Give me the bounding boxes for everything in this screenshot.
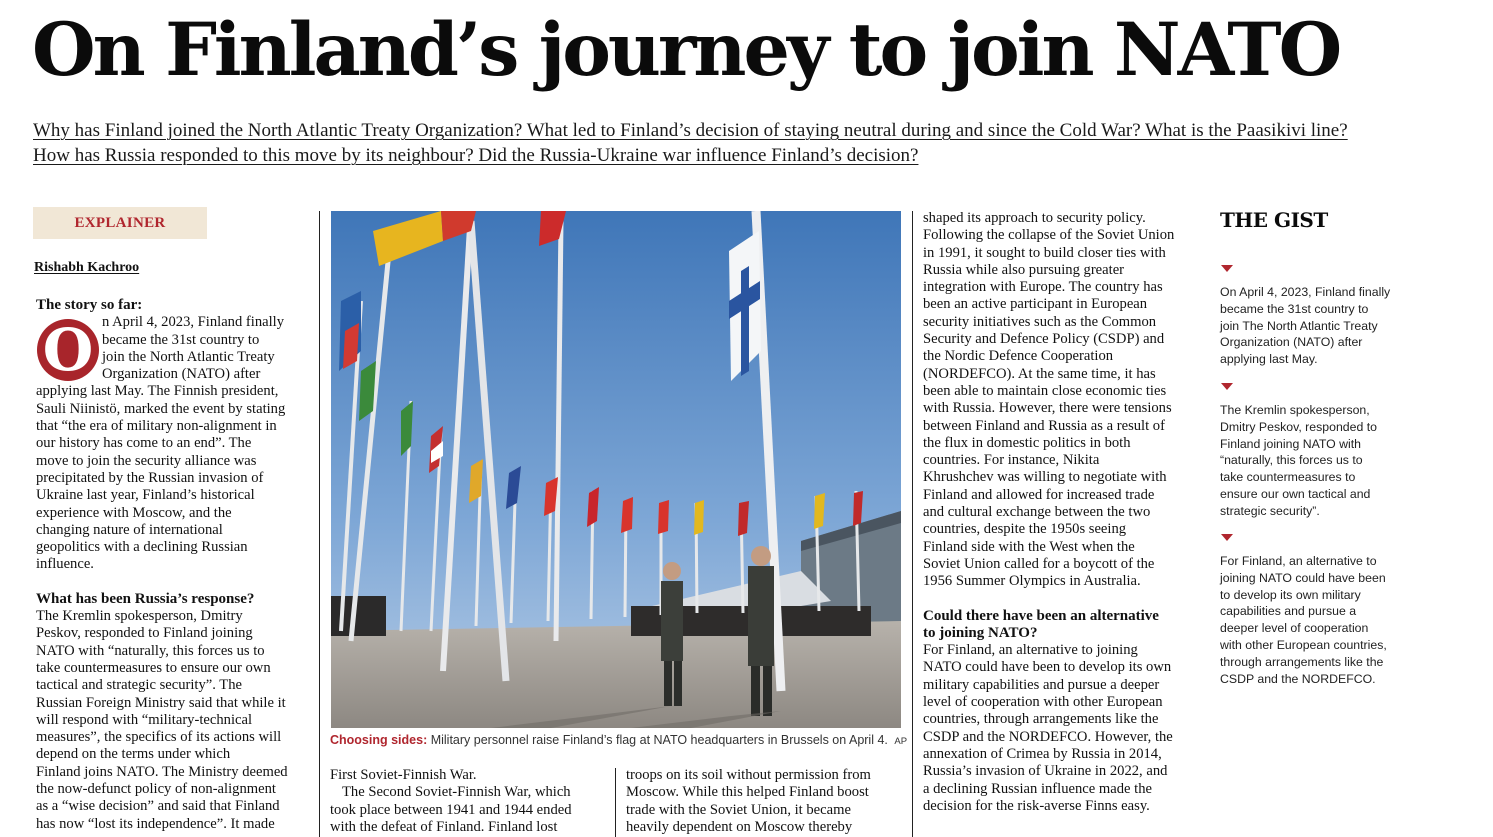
gist-line: to develop its own military [1220, 587, 1361, 602]
gist-line: CSDP and the NORDEFCO. [1220, 671, 1376, 686]
gist-item [1220, 553, 1387, 687]
caption-label: Choosing sides: [330, 733, 428, 747]
text-line: Organization (NATO) after [102, 366, 261, 383]
text-line: with the defeat of Finland. Finland lost [330, 818, 558, 835]
headline: On Finland’s journey to join NATO [32, 7, 1340, 93]
text-line: join the North Atlantic Treaty [102, 348, 275, 365]
text-line: as a “wise decision” and said that Finland [36, 798, 280, 815]
gist-line: capabilities and pursue a [1220, 604, 1357, 619]
column-rule [319, 211, 320, 837]
subheading-alternative: Could there have been an alternative [923, 607, 1159, 624]
gist-line: joining NATO could have been [1220, 570, 1386, 585]
gist-line: ensure our own tactical and [1220, 486, 1371, 501]
subheading-alternative: to joining NATO? [923, 624, 1038, 641]
subheading-story-so-far: The story so far: [36, 297, 143, 313]
text-line: security initiatives such as the Common [923, 313, 1157, 330]
text-line: been an active participant in European [923, 296, 1148, 313]
text-line: move to join the security alliance was [36, 452, 257, 469]
gist-line: take countermeasures to [1220, 470, 1356, 485]
text-line: level of cooperation with other European [923, 694, 1163, 711]
gist-bullet-icon [1221, 265, 1233, 272]
gist-line: Dmitry Peskov, responded to [1220, 419, 1377, 434]
gist-line: strategic security”. [1220, 503, 1320, 518]
text-line: countries, despite the 1950s seeing [923, 521, 1127, 538]
text-line: Ukraine last year, Finland’s historical [36, 487, 255, 504]
text-line: will respond with “military-technical [36, 711, 253, 728]
text-line: changing nature of international [36, 521, 223, 538]
text-line: has now “lost its independence”. It made [36, 815, 275, 832]
gist-line: Finland joining NATO with [1220, 436, 1362, 451]
text-line: became the 31st country to [102, 331, 260, 348]
standfirst-line[interactable]: Why has Finland joined the North Atlantic Treaty Organization? What led to Finland’s decision of staying neutral during and since the Cold War? What is the Paasikivi line? [33, 120, 1348, 141]
text-line: Finland side with the West when the [923, 538, 1135, 555]
text-line: that “the era of military non-alignment in [36, 418, 277, 435]
text-line: the now-defunct policy of non-alignment [36, 781, 276, 798]
text-line: Moscow. While this helped Finland boost [626, 784, 869, 801]
news-photo[interactable] [331, 211, 901, 728]
caption-text: Military personnel raise Finland’s flag at NATO headquarters in Brussels on April 4. [430, 733, 888, 747]
text-line: applying last May. The Finnish president, [36, 383, 279, 400]
text-line: and cultural exchange between the two [923, 504, 1151, 521]
text-line: n April 4, 2023, Finland finally [102, 314, 285, 331]
byline[interactable]: Rishabh Kachroo [34, 260, 140, 275]
text-line: shaped its approach to security policy. [923, 210, 1146, 226]
text-line: troops on its soil without permission from [626, 767, 871, 783]
text-line: tactical and strategic security”. The [36, 677, 242, 694]
text-line: our history has come to an end”. The [36, 435, 252, 452]
gist-line: applying last May. [1220, 352, 1318, 367]
text-line: (NORDEFCO). At the same time, it has [923, 365, 1156, 382]
text-line: The Second Soviet-Finnish War, which [342, 784, 571, 801]
column-1 [36, 297, 316, 833]
gist-line: On April 4, 2023, Finland finally [1220, 285, 1391, 299]
text-line: Security and Defence Policy (CSDP) and [923, 331, 1165, 348]
gist-line: For Finland, an alternative to [1220, 554, 1377, 568]
text-line: Russia while also pursuing greater [923, 261, 1125, 278]
text-line: influence. [36, 556, 94, 573]
paragraph-gap [923, 591, 1203, 608]
photo-caption [330, 733, 907, 747]
flag-raising-photo [331, 211, 901, 728]
text-line: the Nordic Defence Cooperation [923, 348, 1114, 365]
text-line: between Finland and Russia as a result of [923, 417, 1165, 434]
text-line: depend on the terms under which [36, 746, 231, 763]
text-line: annexation of Crimea by Russia in 2014, [923, 745, 1162, 762]
text-line: Sauli Niinistö, marked the event by stating [36, 400, 286, 417]
text-line: heavily dependent on Moscow thereby [626, 818, 853, 835]
standfirst-line[interactable]: How has Russia responded to this move by its neighbour? Did the Russia-Ukraine war influence Finland’s decision? [33, 145, 919, 166]
text-line: Russia’s invasion of Ukraine in 2022, and [923, 763, 1168, 780]
gist-line: with other European countries, [1220, 637, 1387, 652]
text-line: For Finland, an alternative to joining [923, 642, 1138, 659]
gist-line: deeper level of cooperation [1220, 621, 1369, 636]
column-3 [626, 767, 906, 836]
text-line: 1956 Summer Olympics in Australia. [923, 573, 1141, 590]
section-label-text: EXPLAINER [74, 214, 166, 231]
text-line: CSDP and the NORDEFCO. However, the [923, 728, 1173, 745]
text-line: geopolitics with a declining Russian [36, 539, 248, 556]
gist-item [1220, 284, 1390, 368]
gist-item [1220, 402, 1377, 520]
column-4 [923, 210, 1203, 815]
text-line: NATO with “naturally, this forces us to [36, 642, 265, 659]
gist-line: through arrangements like the [1220, 654, 1384, 669]
text-line: in 1991, it sought to build closer ties with [923, 244, 1166, 261]
gist-line: Organization (NATO) after [1220, 335, 1363, 350]
column-rule [615, 768, 616, 837]
text-line: NATO could have been to develop its own [923, 659, 1172, 676]
column-2 [330, 767, 610, 836]
text-line: countries. For instance, Nikita [923, 452, 1100, 469]
text-line: integration with Europe. The country has [923, 279, 1163, 296]
section-label [33, 207, 207, 239]
text-line: military capabilities and pursue a deeper [923, 676, 1160, 693]
text-line: decision for the risk-averse Finns easy. [923, 797, 1150, 814]
text-line: trade with the Soviet Union, it became [626, 801, 851, 818]
text-line: Finland joins NATO. The Ministry deemed [36, 763, 288, 780]
text-line: Following the collapse of the Soviet Union [923, 227, 1175, 244]
text-line: countries, through arrangements like the [923, 711, 1159, 728]
paragraph-gap [36, 574, 316, 591]
gist-bullet-icon [1221, 534, 1233, 541]
text-line: Russian Foreign Ministry said that while it [36, 694, 286, 711]
subheading-russia-response: What has been Russia’s response? [36, 590, 255, 607]
text-line: Peskov, responded to Finland joining [36, 625, 253, 642]
text-line: a declining Russian influence made the [923, 780, 1152, 797]
column-rule [912, 211, 913, 837]
gist-line: The Kremlin spokesperson, [1220, 403, 1370, 417]
caption-credit: AP [894, 736, 908, 747]
gist-line: became the 31st country to [1220, 301, 1369, 316]
text-line: Khrushchev was willing to negotiate with [923, 469, 1167, 486]
text-line: experience with Moscow, and the [36, 504, 232, 521]
text-line: took place between 1941 and 1944 ended [330, 801, 572, 818]
text-line: measures”, the specifics of its actions will [36, 729, 282, 746]
text-line: The Kremlin spokesperson, Dmitry [36, 608, 243, 625]
text-line: First Soviet-Finnish War. [330, 767, 477, 783]
gist-line: join The North Atlantic Treaty [1220, 318, 1378, 333]
gist-line: “naturally, this forces us to [1220, 453, 1363, 468]
drop-cap: O [37, 319, 99, 381]
standfirst [33, 118, 1473, 168]
text-line: take countermeasures to ensure our own [36, 659, 271, 676]
text-line: with Russia. However, there were tensions [923, 400, 1172, 417]
text-line: Soviet Union called for a boycott of the [923, 555, 1155, 572]
gist-title: THE GIST [1220, 208, 1328, 232]
text-line: precipitated by the Russian invasion of [36, 469, 264, 486]
text-line: been able to maintain close economic ties [923, 382, 1167, 399]
gist-bullet-icon [1221, 383, 1233, 390]
text-line: Finland and allowed for increased trade [923, 486, 1155, 503]
text-line: the flux in domestic politics in both [923, 434, 1131, 451]
